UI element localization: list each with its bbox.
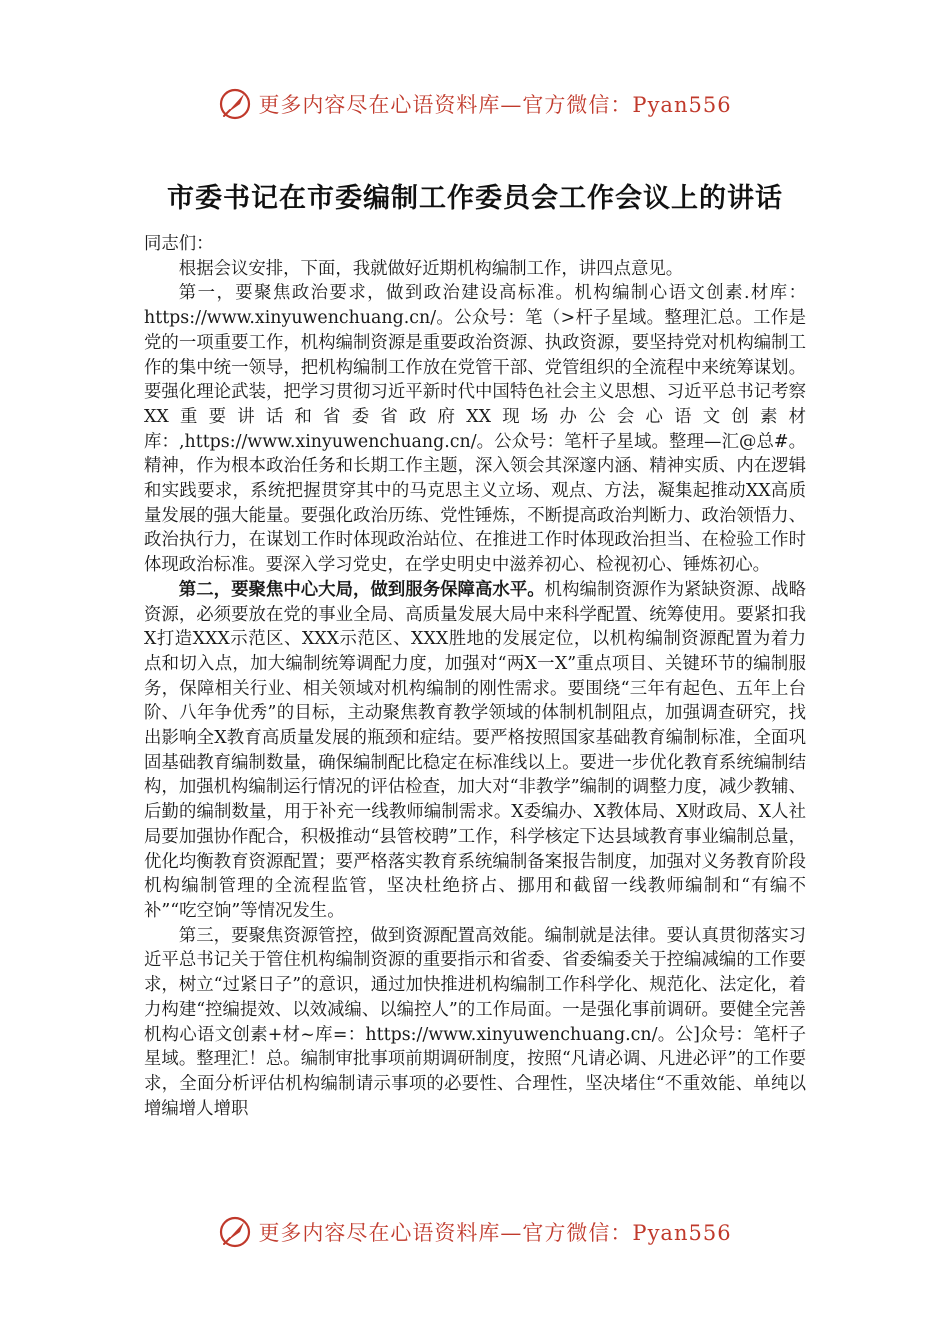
paragraph-4 — [144, 924, 806, 1122]
quill-logo-icon — [218, 87, 252, 121]
salutation: 同志们： — [144, 234, 214, 254]
paragraph-1 — [144, 257, 806, 282]
document-body — [144, 232, 806, 1121]
footer-banner — [0, 1212, 950, 1252]
paragraph-2 — [144, 281, 806, 577]
paragraph-text: 第三，要聚焦资源管控，做到资源配置高效能。编制就是法律。要认真贯彻落实习近平总书记关于管住机构编制资源的重要指示和省委、省委编委关于控编减编的工作要求，树立“过紧日子”的意识，通过加快推进机构编制工作科学化、规范化、法定化，着力构建“控编提效、以效减编、以编控人”的工作局面。一是强化事前调研。要健全完善机构心语文创素+材~库=：https://www.xinyuwenchuang.cn/。公]众号：笔杆子星域。整理汇！总。编制审批事项前期调研制度，按照“凡请必调、凡进必评”的工作要求，全面分析评估机构编制请示事项的必要性、合理性，坚决堵住“不重效能、单纯以增编增人增职 — [144, 925, 806, 1119]
quill-logo-icon — [218, 1215, 252, 1249]
paragraph-text: 机构编制资源作为紧缺资源、战略资源，必须要放在党的事业全局、高质量发展大局中来科学配置、统筹使用。要紧扣我X打造XXX示范区、XXX示范区、XXX胜地的发展定位，以机构编制资源配置为着力点和切入点，加大编制统筹调配力度，加强对“两X一X”重点项目、关键环节的编制服务，保障相关行业、相关领域对机构编制的刚性需求。要围绕“三年有起色、五年上台阶、八年争优秀”的目标，主动聚焦教育教学领域的体制机制阻点，加强调查研究，找出影响全X教育高质量发展的瓶颈和症结。要严格按照国家基础教育编制标准，全面巩固基础教育编制数量，确保编制配比稳定在标准线以上。要进一步优化教育系统编制结构，加强机构编制运行情况的评估检查，加大对“非教学”编制的调整力度，减少教辅、后勤的编制数量，用于补充一线教师编制需求。X委编办、X教体局、X财政局、X人社局要加强协作配合，积极推动“县管校聘”工作，科学核定下达县域教育事业编制总量，优化均衡教育资源配置；要严格落实教育系统编制备案报告制度，加强对义务教育阶段机构编制管理的全流程监管，坚决杜绝挤占、挪用和截留一线教师编制和“有编不补”“吃空饷”等情况发生。 — [144, 579, 806, 921]
paragraph-text: 第一，要聚焦政治要求，做到政治建设高标准。机构编制心语文创素.材库：https://www.xinyuwenchuang.cn/。公众号：笔（>杆子星域。整理汇总。工作是党的一项重要工作，机构编制资源是重要政治资源、执政资源，要坚持党对机构编制工作的集中统一领导，把机构编制工作放在党管干部、党管组织的全流程中来统筹谋划。要强化理论武装，把学习贯彻习近平新时代中国特色社会主义思想、习近平总书记考察XX重要讲话和省委省政府XX现场办公会心语文创素材库：,https://www.xinyuwenchuang.cn/。公众号：笔杆子星域。整理—汇@总#。精神，作为根本政治任务和长期工作主题，深入领会其深邃内涵、精神实质、内在逻辑和实践要求，系统把握贯穿其中的马克思主义立场、观点、方法，凝集起推动XX高质量发展的强大能量。要强化政治历练、党性锤炼，不断提高政治判断力、政治领悟力、政治执行力，在谋划工作时体现政治站位、在推进工作时体现政治担当、在检验工作时体现政治标准。要深入学习党史，在学史明史中滋养初心、检视初心、锤炼初心。 — [144, 283, 806, 576]
paragraph-3 — [144, 578, 806, 924]
banner-text: 更多内容尽在心语资料库—官方微信：Pyan556 — [258, 93, 732, 117]
header-banner — [0, 84, 950, 124]
paragraph-lead-bold: 第二，要聚焦中心大局，做到服务保障高水平。 — [178, 579, 545, 600]
paragraph-text: 根据会议安排，下面，我就做好近期机构编制工作，讲四点意见。 — [178, 258, 684, 279]
banner-text: 更多内容尽在心语资料库—官方微信：Pyan556 — [258, 1221, 732, 1245]
document-title: 市委书记在市委编制工作委员会工作会议上的讲话 — [167, 183, 783, 214]
